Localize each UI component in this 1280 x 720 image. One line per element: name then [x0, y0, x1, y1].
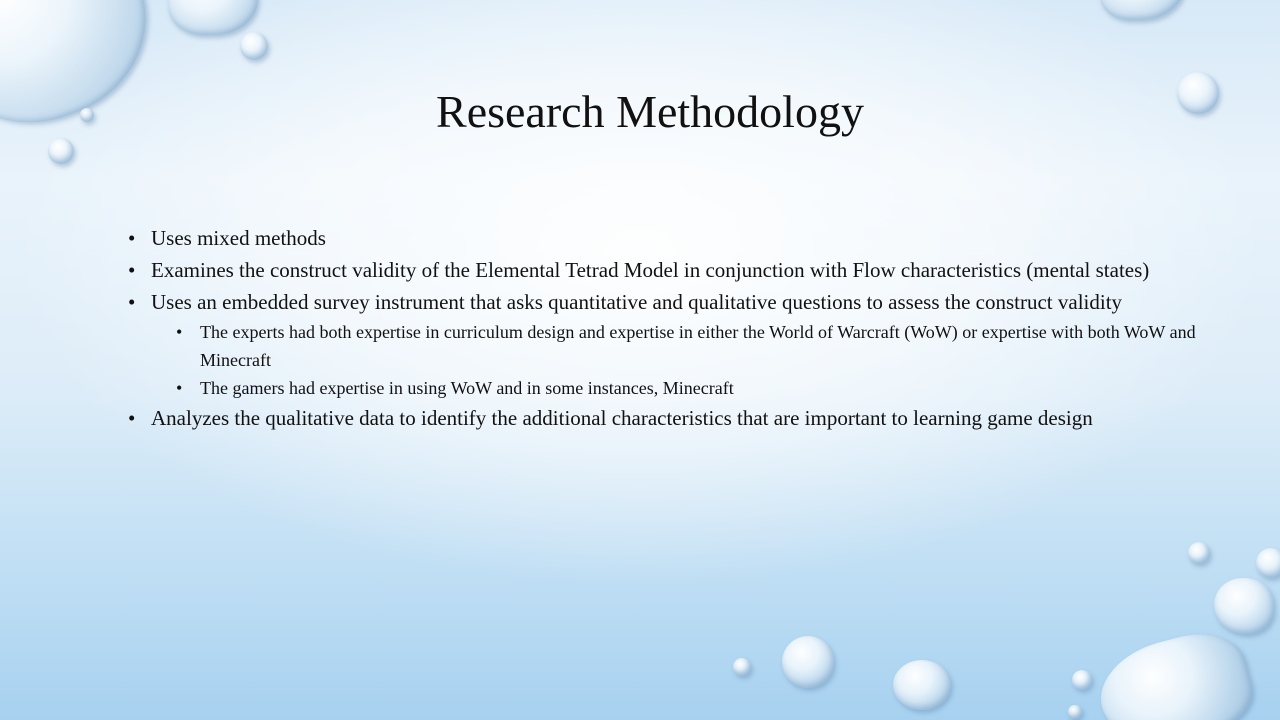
slide-title: Research Methodology — [436, 86, 864, 137]
bullet-item — [128, 402, 1208, 434]
water-droplet-decoration — [1188, 542, 1210, 564]
sub-bullet-text: The gamers had expertise in using WoW and in some instances, Minecraft — [200, 378, 734, 398]
bullet-dot-icon: • — [128, 290, 136, 314]
bullet-text: Uses mixed methods — [151, 226, 326, 250]
water-droplet-decoration — [1068, 705, 1082, 719]
water-droplet-decoration — [893, 660, 951, 710]
bullet-item — [128, 286, 1208, 318]
water-droplet-decoration — [168, 0, 258, 35]
bullet-dot-icon: • — [128, 406, 136, 430]
bullet-text: Analyzes the qualitative data to identify the additional characteristics that are important to learning game design — [151, 406, 1093, 430]
water-droplet-decoration — [782, 636, 834, 688]
water-droplet-decoration — [733, 658, 751, 676]
water-droplet-decoration — [1072, 670, 1092, 690]
water-droplet-decoration — [1214, 578, 1274, 634]
water-droplet-decoration — [1090, 622, 1261, 720]
bullet-dot-icon: • — [128, 258, 136, 282]
sub-bullet-item — [128, 318, 1208, 374]
water-droplet-decoration — [1100, 0, 1185, 20]
water-droplet-decoration — [240, 32, 268, 60]
sub-bullet-text: The experts had both expertise in curriculum design and expertise in either the World of Warcraft (WoW) or expertise with both WoW and Minecraft — [200, 322, 1196, 370]
bullet-text: Examines the construct validity of the Elemental Tetrad Model in conjunction with Flow characteristics (mental states) — [151, 258, 1150, 282]
bullet-item — [128, 254, 1208, 286]
sub-bullet-item — [128, 374, 1208, 402]
water-droplet-decoration — [1256, 548, 1280, 578]
bullet-dot-icon: • — [128, 226, 136, 250]
bullet-text: Uses an embedded survey instrument that asks quantitative and qualitative questions to assess the construct validity — [151, 290, 1123, 314]
bullet-dot-icon: • — [176, 322, 183, 342]
bullet-item — [128, 222, 1208, 254]
bullet-dot-icon: • — [176, 378, 183, 398]
bullet-list — [128, 222, 1208, 434]
